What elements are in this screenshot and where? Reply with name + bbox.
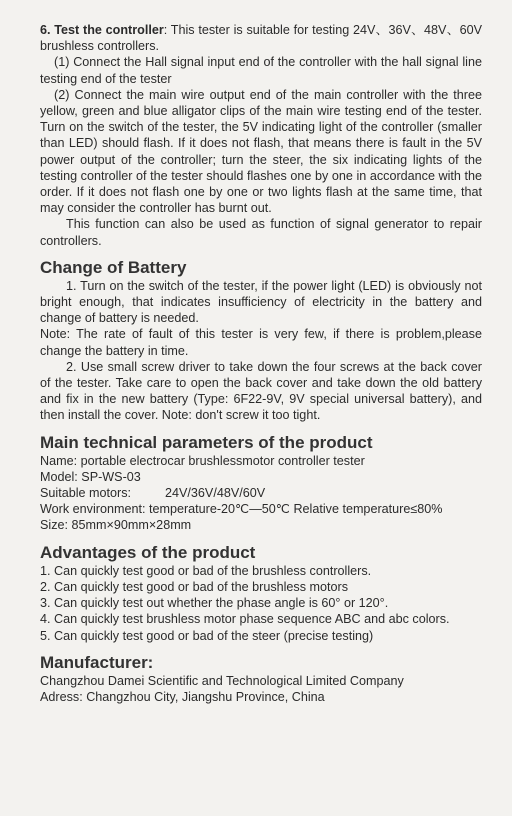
list-item: 5. Can quickly test good or bad of the steer (precise testing) [40,628,374,643]
list-item: 1. Can quickly test good or bad of the brushless controllers. [40,563,372,578]
list-item: 3. Can quickly test out whether the phase angle is 60° or 120°. [40,596,389,611]
battery-step2: 2. Use small screw driver to take down the four screws at the back cover of the tester. Take care to open the back cover and take down the old battery and fix in the new battery (Type: 6F22-9V, 9V special universal battery), and then install the cover. Note: don't screw it too tight. [40,359,482,423]
manufacturer-heading: Manufacturer: [40,652,154,672]
advantages-list [40,563,482,644]
battery-heading: Change of Battery [40,257,187,277]
params-motors-value: 24V/36V/48V/60V [165,486,266,501]
params-motors [40,485,482,501]
section6-step2: (2) Connect the main wire output end of the main controller with the three yellow, green and blue alligator clips of the main wire testing end of the tester. Turn on the switch of the tester, the 5V indicating light of the controller (smaller than LED) should flash. If it does not flash, that means there is fault in the 5V power output of the controller; turn the steer, the six indicating lights of the testing controller of the tester should flashes one by one in accordance with the order. If it does not flash one by one or two lights flash at the same time, that may consider the controller has burnt out. [40,87,482,216]
params-model: Model: SP-WS-03 [40,469,141,484]
list-item: 4. Can quickly test brushless motor phase sequence ABC and abc colors. [40,612,450,627]
manufacturer-company: Changzhou Damei Scientific and Technological Limited Company [40,673,404,688]
section6-title: 6. Test the controller [40,23,164,37]
manufacturer-address: Adress: Changzhou City, Jiangshu Province, China [40,689,325,704]
params-motors-label: Suitable motors: [40,486,131,501]
list-item: 2. Can quickly test good or bad of the brushless motors [40,579,349,594]
params-heading: Main technical parameters of the product [40,432,373,452]
section6-step1: (1) Connect the Hall signal input end of the controller with the hall signal line testing end of the tester [40,55,482,86]
section6-intro [40,22,482,54]
battery-step1: 1. Turn on the switch of the tester, if the power light (LED) is obviously not bright enough, that indicates insufficiency of electricity in the battery and change of battery is needed. [40,278,482,326]
battery-note: Note: The rate of fault of this tester is very few, if there is problem,please change the battery in time. [40,327,482,358]
advantages-heading: Advantages of the product [40,542,256,562]
section6-intro-text: : This tester is suitable for testing 24V、36V、48V、60V brushless controllers. [40,23,482,54]
params-name: Name: portable electrocar brushlessmotor controller tester [40,453,365,468]
section6-note: This function can also be used as function of signal generator to repair controllers. [40,217,482,248]
params-size: Size: 85mm×90mm×28mm [40,518,192,533]
params-environment: Work environment: temperature-20℃—50℃ Relative temperature≤80% [40,502,443,517]
